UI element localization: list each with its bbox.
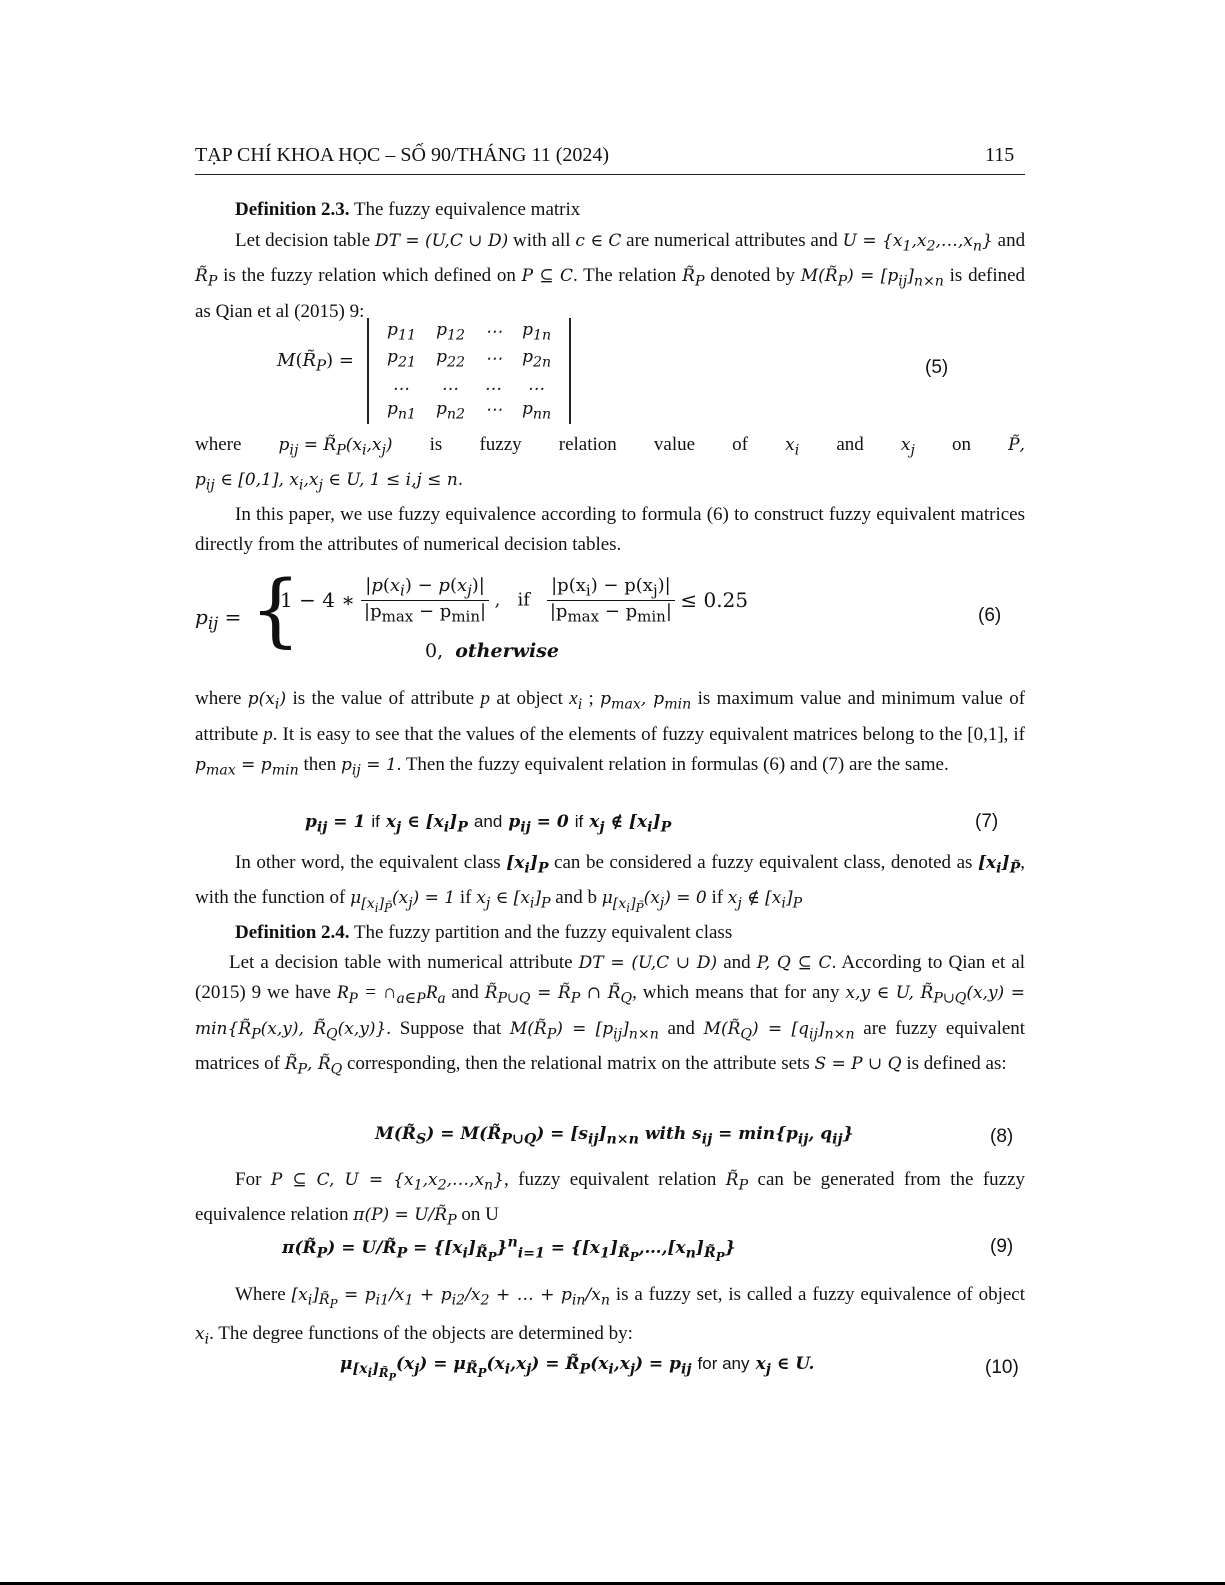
text: is the fuzzy relation which defined on <box>223 265 516 287</box>
header-rule <box>195 174 1025 175</box>
eq8: $M(R̃_S)$ = $M(R̃_{P\cup Q}) = [s_{ij}]_{n\times n}$ with $s_{ij} = \min\{p_{ij}$, $q_{ij}$} <box>375 1124 854 1148</box>
text: where <box>195 688 242 709</box>
def24-heading <box>195 918 1025 948</box>
text: if <box>517 589 530 611</box>
text: , fuzzy equivalent relation <box>504 1169 717 1190</box>
text: . The relation <box>573 265 677 287</box>
eq9-number: (9) <box>990 1236 1014 1257</box>
text: and <box>667 1017 695 1039</box>
para-for: For P ⊆ C, $U = \{x_1,x_2,\dots,x_n\}$, fuzzy equivalent relation $R̃_P$ can be generated from the fuzzy equivalence relation $\pi(P) = U/R̃_P$ on U <box>195 1169 1026 1229</box>
text: where <box>195 434 242 455</box>
text: if <box>459 887 472 909</box>
def24-title: Definition 2.4. <box>235 922 350 943</box>
text: Let a decision table with numerical attribute <box>229 952 573 973</box>
text: , with the function of <box>195 852 1025 909</box>
text: are numerical attributes and <box>626 230 838 251</box>
text: if <box>371 812 380 831</box>
def23-title: Definition 2.3. <box>235 199 350 220</box>
text: denoted by <box>710 265 796 287</box>
text: , which means that for any <box>632 982 840 1003</box>
eq10: $\mu_{[x_i]_{R̃_P}}(x_j) = \mu_{R̃_P}(x_i,x_j)$ = $R̃_P(x_i,x_j) = p_{ij}$ for any $x_j$ ∈ U. <box>340 1354 815 1384</box>
text: relation <box>558 434 617 455</box>
eq8-number: (8) <box>990 1126 1014 1147</box>
text: is defined as: <box>906 1053 1007 1075</box>
text: For <box>235 1169 262 1190</box>
text: and <box>723 952 751 973</box>
text: and <box>997 230 1026 251</box>
eq6: $p_{ij}$ = { 1 − 4 ∗ $\frac{|p(x_i) - p(x_j)|}{|p_{max} - p_{min}|}$ , if $\frac{|p(x_i) - p(x_j)|}{|p_{max} - p_{min}|}$ ≤ 0.25 0, otherwise <box>195 563 749 662</box>
text: Where <box>235 1284 286 1305</box>
text: Let decision table <box>235 230 371 251</box>
text: ≤ 0.25 <box>680 588 749 613</box>
text: and <box>836 434 864 455</box>
text: then <box>303 753 337 775</box>
text: . Then the fuzzy equivalent relation in formulas (6) and (7) are the same. <box>396 753 949 775</box>
eq7-number: (7) <box>975 811 999 832</box>
text: In other word, the equivalent class <box>235 852 501 873</box>
text: is the value of attribute <box>292 688 475 709</box>
text: is a fuzzy set, is called a fuzzy equivalence of object <box>615 1284 1026 1305</box>
text: if <box>574 812 584 831</box>
journal-header: TẠP CHÍ KHOA HỌC – SỐ 90/THÁNG 11 (2024) <box>195 144 610 166</box>
text: with <box>644 1124 687 1144</box>
text: corresponding, then the relational matrix on the attribute sets <box>347 1053 810 1075</box>
text: if <box>711 887 724 909</box>
text: at object <box>496 688 563 709</box>
def23-heading <box>195 195 1025 225</box>
eq5-number: (5) <box>925 357 949 378</box>
text: for any <box>697 1354 750 1373</box>
text: otherwise <box>455 640 559 662</box>
text: on U <box>461 1204 499 1226</box>
text: defined as Qian et al (2015) 9: <box>195 265 1026 322</box>
para-use: In this paper, we use fuzzy equivalence according to formula (6) to construct fuzzy equivalent matrices directly from the attributes of numerical decision tables. <box>195 504 1025 555</box>
def23-paragraph: Let decision table DT = (U,C ∪ D) with all c ∈ C are numerical attributes and $U = \{x_1,x_2,\dots,x_n\}$ and $R̃_P$ is the fuzzy relation which defined on P ⊆ C. The relation $R̃_P$ denoted by $M(R̃_P) = [p_{ij}]_{n\times n}$ is defined as Qian et al (2015) 9: <box>195 230 1026 322</box>
page-number: 115 <box>985 144 1015 166</box>
text: are fuzzy equivalent matrices of <box>195 1017 1026 1075</box>
text: is <box>949 265 963 287</box>
text: can be considered a fuzzy equivalent class, denoted as <box>554 852 973 873</box>
where2-paragraph: where $p(x_i)$ is the value of attribute p at object $x_i$ ; $p_{max}$, $p_{min}$ is maximum value and minimum value of attribute p. It is easy to see that the values of the elements of fuzzy equivalent matrices belong to the [0,1], if $p_{max} = p_{min}$ then $p_{ij} = 1$. Then the fuzzy equivalent relation in formulas (6) and (7) are the same. <box>195 688 1026 779</box>
matrix-eq5: $p_{11}$ $p_{12}$ ⋯ $p_{1n}$ $p_{21}$ $p_{22}$ ⋯ $p_{2n}$ … … … … $p_{n1}$ $p_{n2}$ ⋯ $p_{nn}$ <box>367 318 571 424</box>
text: . The degree functions of the objects are determined by: <box>209 1323 633 1345</box>
text: can be generated from the fuzzy equivalence relation <box>195 1169 1026 1226</box>
text: with all <box>513 230 571 251</box>
text: is maximum value and minimum value of attribute <box>195 688 1026 745</box>
text: . According to Qian et al (2015) 9 we have <box>195 952 1026 1003</box>
text: of <box>732 434 748 455</box>
def24-paragraph: Let a decision table with numerical attribute DT = (U,C ∪ D) and P, Q ⊆ C. According to Qian et al (2015) 9 we have $R_P$ = $\cap_{a\in P}R_a$ and $R̃_{P\cup Q}$ = $R̃_P$ ∩ $R̃_Q$, which means that for any x,y ∈ U, $R̃_{P\cup Q}(x,y)$ = $\min\{R̃_P(x,y)$, $R̃_Q(x,y)$}. Suppose that $M(R̃_P) = [p_{ij}]_{n\times n}$ and $M(R̃_Q) = [q_{ij}]_{n\times n}$ are fuzzy equivalent matrices of $R̃_P$, $R̃_Q$ corresponding, then the relational matrix on the attribute sets S = P ∪ Q is defined as: <box>195 952 1026 1078</box>
text: . It is easy to see that the values of the elements of fuzzy equivalent matrices belong to the [0,1], if <box>272 723 1025 745</box>
text: and <box>451 982 479 1003</box>
eq9: $\pi(R̃_P)$ = $U/R̃_P = \{[x_i]_{R̃_P}\}^n_{i=1}$ = $\{[x_1]_{R̃_P},\dots,[x_n]_{R̃_P}\}$ <box>282 1234 736 1264</box>
text: value <box>653 434 696 455</box>
text: is <box>429 434 443 455</box>
text: 0, <box>425 640 444 662</box>
text: on <box>951 434 971 455</box>
text: Suppose that <box>399 1017 502 1039</box>
eq5-lhs: $M(R̃_P)$ = <box>277 350 354 375</box>
text: and <box>473 812 503 831</box>
eq7: $p_{ij} = 1$ if $x_j$ ∈ $[x_i]_P$ and $p_{ij} = 0$ if $x_j$ ∉ $[x_i]_P$ <box>305 812 672 836</box>
para-where3: Where $[x_i]_{R̃_P} = p_{i1}/x_1 + p_{i2}/x_2$ + … + $p_{in}/x_n$ is a fuzzy set, is called a fuzzy equivalence of object $x_i$. The degree functions of the objects are determined by: <box>195 1284 1026 1348</box>
text: and b <box>555 887 597 909</box>
def23-subtitle: The fuzzy equivalence matrix <box>353 199 581 220</box>
where-line: where $p_{ij}$ = $R̃_P(x_i,x_j)$ is fuzzy relation value of $x_i$ and $x_j$ on P̃, $p_{ij}$ ∈ [0,1], $x_i,x_j$ ∈ U, 1 ≤ i,j ≤ n. <box>195 430 1025 501</box>
eq10-number: (10) <box>985 1357 1019 1378</box>
eq6-number: (6) <box>978 605 1002 626</box>
def24-subtitle: The fuzzy partition and the fuzzy equivalent class <box>353 922 733 943</box>
para-other-word: In other word, the equivalent class $[x_i]_P$ can be considered a fuzzy equivalent class, denoted as $[x_i]_{P̃}$, with the function of $\mu_{[x_i]_{P̃}}(x_j) = 1$ if $x_j$ ∈ $[x_i]_P$ and b $\mu_{[x_i]_{P̃}}(x_j) = 0$ if $x_j$ ∉ $[x_i]_P$ <box>195 852 1025 915</box>
text: fuzzy <box>479 434 522 455</box>
